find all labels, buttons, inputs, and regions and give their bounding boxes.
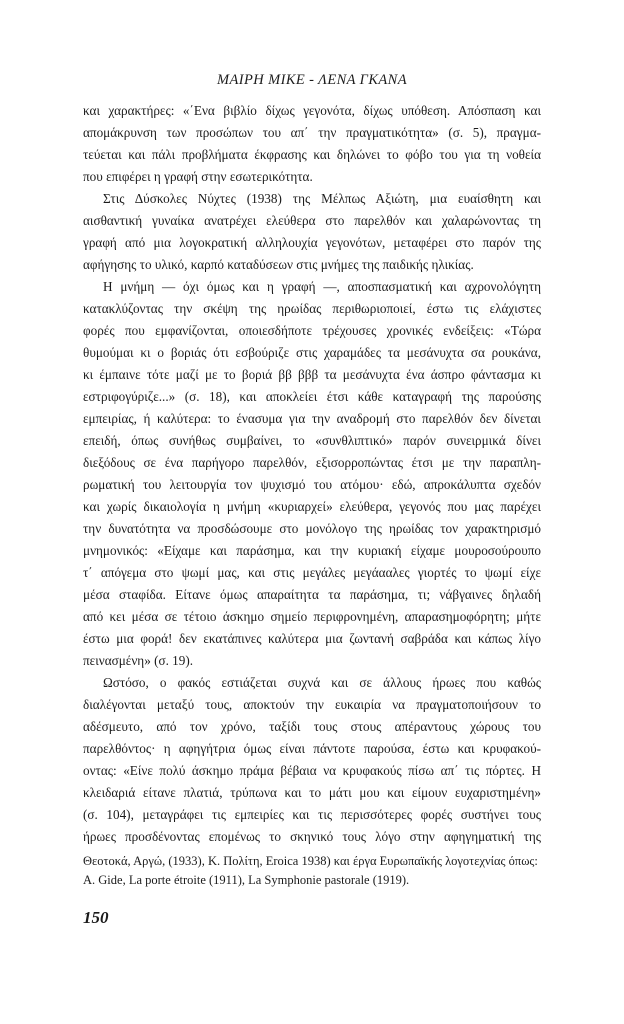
text-line: τ΄ απόγεμα στο ψωμί μας, και στις μεγάλες μεγάααλες γιορτές το ψωμί είχε bbox=[83, 565, 541, 580]
text-line: που επιφέρει η γραφή στην εσωτερικότητα. bbox=[83, 169, 313, 184]
text-line: αφήγησης το υλικό, καρπό καταδύσεων στις μνήμες της παιδικής ηλικίας. bbox=[83, 257, 474, 272]
text-line: Ωστόσο, ο φακός εστιάζεται συχνά και σε άλλους ήρωες που καθώς bbox=[103, 675, 541, 690]
text-line: έστω μια φορά! δεν εκατάπινες καλύτερα μια ζωντανή σαβράδα και κάπως λίγο bbox=[83, 631, 541, 646]
footnote bbox=[83, 852, 541, 890]
text-line: Η μνήμη — όχι όμως και η γραφή —, αποσπασματική και αχρονολόγητη bbox=[103, 279, 541, 294]
text-line: απομάκρυνση των προσώπων του απ΄ την πραγματικότητα» (σ. 5), πραγμα- bbox=[83, 125, 541, 140]
text-line: αδέσμευτο, από τον χρόνο, ταξίδι τους στους απέραντους χώρους του bbox=[83, 719, 541, 734]
text-line: την δυνατότητα να προσδώσουμε στο μονόλογο της ηρωίδας τον χαρακτηρισμό bbox=[83, 521, 541, 536]
text-line: πεινασμένη» (σ. 19). bbox=[83, 653, 194, 668]
text-line: ρωματική του λειτουργία τον ψυχισμό του ατόμου· εδώ, απροκάλυπτα σχεδόν bbox=[83, 477, 541, 492]
text-line: θυμούμαι κι ο βοριάς ότι εσβούριζε στις χαραμάδες τα μεσάνυχτα σα ρουκάνα, bbox=[83, 345, 541, 360]
text-line: παρελθόντος· η αφηγήτρια όμως είναι πάντοτε παρούσα, έστω και κρυφακού- bbox=[83, 741, 541, 756]
footnote-line: A. Gide, La porte étroite (1911), La Symphonie pastorale (1919). bbox=[83, 873, 410, 887]
text-line: μνημονικός: «Είχαμε και παράσημα, και την κυριακή είχαμε μουροσούρουπο bbox=[83, 543, 541, 558]
text-line: διεξόδους σε ένα παρήγορο παρελθόν, εξισορροπώντας έτσι με την παραπλη- bbox=[83, 455, 541, 470]
text-line: ήρωες προσδένοντας επομένως το σκηνικό τους λόγο στην αφηγηματική της bbox=[83, 829, 541, 844]
text-line: κλειδαριά είτανε πλατιά, τρύπωνα και το μάτι μου και είμουν ευχαριστημένη» bbox=[83, 785, 541, 800]
text-line: οντας: «Είνε πολύ άσκημο πράμα βέβαια να κρυφακούς πίσω απ΄ τις πόρτες. Η bbox=[83, 763, 541, 778]
text-line: κι έμπαινε τότε μαζί με το βοριά ββ βββ τα μεσάνυχτα ένα άσπρο φάντασμα κι bbox=[83, 367, 541, 382]
text-line: εμπειρίας, ή καλύτερα: το ένασυμα για την αναδρομή στο παρελθόν δεν δίνεται bbox=[83, 411, 541, 426]
text-line: τεύεται και πάλι προβλήματα έκφρασης και δηλώνει το φόβο του για τη νοθεία bbox=[83, 147, 541, 162]
text-line: αισθαντική γυναίκα ανατρέχει ελεύθερα στο παρελθόν και χαλαρώνοντας τη bbox=[83, 213, 541, 228]
page-number: 150 bbox=[83, 908, 109, 927]
text-line: και χωρίς δικαιολογία η μνήμη «κυριαρχεί» ελεύθερα, γεγονός που μας παρέχει bbox=[83, 499, 541, 514]
text-line: μέσα σταφίδα. Είτανε όμως απαραίτητα τα παράσημα, τι; νάβγαινες δηλαδή bbox=[83, 587, 541, 602]
text-line: κατακλύζοντας την σκέψη της ηρωίδας περιθωριοποιεί, έστω τις ελάχιστες bbox=[83, 301, 541, 316]
body-text bbox=[83, 100, 541, 848]
text-line: διαλέγονται μεταξύ τους, αποκτούν την ευκαιρία να πραγματοποιήσουν το bbox=[83, 697, 541, 712]
text-line: και χαρακτήρες: «΄Ενα βιβλίο δίχως γεγονότα, δίχως υπόθεση. Απόσπαση και bbox=[83, 103, 541, 118]
footnote-line: Θεοτοκά, Αργώ, (1933), Κ. Πολίτη, Eroica 1938) και έργα Ευρωπαϊκής λογοτεχνίας όπως: bbox=[83, 854, 538, 868]
text-line: (σ. 104), μεταγράφει τις εμπειρίες και τις περισσότερες φορές συστήνει τους bbox=[83, 807, 541, 822]
text-line: φορές που εμφανίζονται, οποιεσδήποτε τρέχουσες χρονικές ενδείξεις: «Τώρα bbox=[83, 323, 541, 338]
text-line: επειδή, όπως συνήθως συμβαίνει, το «συνθλιπτικό» παρόν συνειρμικά δίνει bbox=[83, 433, 541, 448]
text-line: γραφή από μια λογοκρατική αλληλουχία γεγονότων, μεταφέρει στο παρόν της bbox=[83, 235, 541, 250]
running-header: ΜΑΙΡΗ ΜΙΚΕ - ΛΕΝΑ ΓΚΑΝΑ bbox=[217, 72, 407, 88]
text-line: εστριφογύριζε...» (σ. 18), και αποκλείει έτσι κάθε καταγραφή της παρούσης bbox=[83, 389, 541, 404]
text-line: από κει μέσα σε τέτοιο άσκημο σημείο περιφρονημένη, απαρασημοφόρητη; μήτε bbox=[83, 609, 541, 624]
text-line: Στις Δύσκολες Νύχτες (1938) της Μέλπως Αξιώτη, μια ευαίσθητη και bbox=[103, 191, 541, 206]
